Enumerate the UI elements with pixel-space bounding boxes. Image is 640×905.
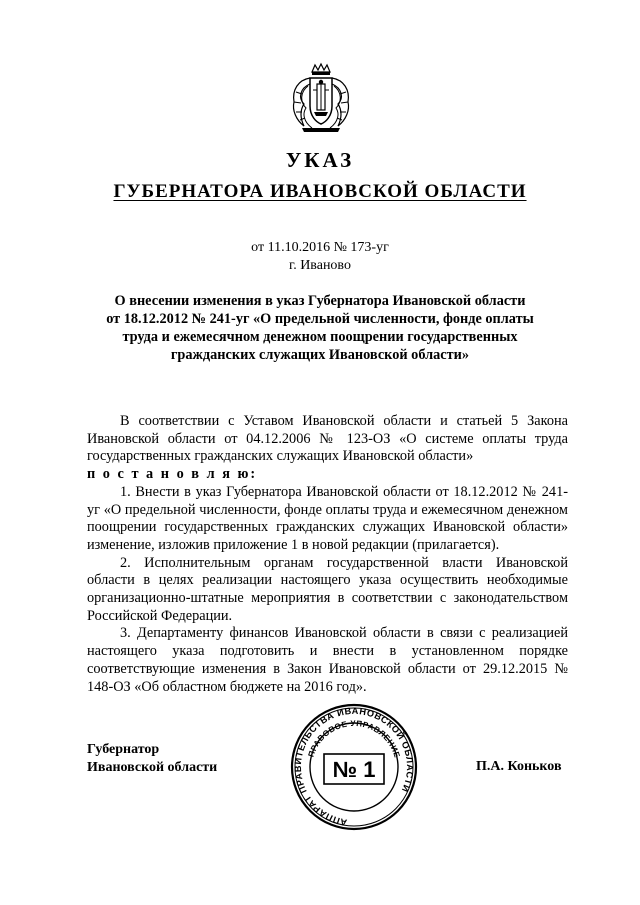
title-line: от 18.12.2012 № 241-уг «О предельной численности, фонде оплаты bbox=[106, 311, 534, 327]
document-title bbox=[85, 292, 555, 364]
item-paragraph-1: 1. Внести в указ Губернатора Ивановской области от 18.12.2012 № 241-уг «О предельной численности, фонде оплаты труда и ежемесячном денежном поощрении государственных гражданских служащих Ивановской области» изменение, изложив приложение 1 в новой редакции (прилагается). bbox=[87, 483, 568, 553]
signatory-position bbox=[87, 741, 217, 777]
item-paragraph-3: 3. Департаменту финансов Ивановской области в связи с реализацией настоящего указа подготовить и внести в установленном порядке соответствующие изменения в Закон Ивановской области от 29.12.2015 № 148-ОЗ «Об областном бюджете на 2016 год». bbox=[87, 625, 568, 695]
document-type-heading: УКАЗ bbox=[285, 148, 355, 172]
issuer-heading bbox=[0, 181, 640, 203]
coat-of-arms-icon bbox=[288, 62, 354, 134]
decree-word: п о с т а н о в л я ю: bbox=[87, 466, 258, 483]
title-line: О внесении изменения в указ Губернатора Ивановской области bbox=[114, 293, 526, 309]
position-line: Ивановской области bbox=[87, 760, 218, 775]
stamp-inner-text: ПРАВОВОЕ УПРАВЛЕНИЕ bbox=[306, 718, 402, 759]
item-paragraph-2: 2. Исполнительным органам государственной власти Ивановской области в целях реализации настоящего указа осуществить необходимые организационно-штатные мероприятия в соответствии с законодательством Российской Федерации. bbox=[87, 554, 568, 624]
signatory-name: П.А. Коньков bbox=[476, 759, 562, 774]
position-line: Губернатор bbox=[87, 742, 160, 757]
issuer-text: ГУБЕРНАТОРА ИВАНОВСКОЙ ОБЛАСТИ bbox=[113, 181, 527, 202]
document-city: г. Иваново bbox=[289, 258, 351, 273]
official-stamp-icon bbox=[290, 702, 418, 832]
title-line: гражданских служащих Ивановской области» bbox=[170, 347, 470, 363]
preamble-paragraph: В соответствии с Уставом Ивановской области и статьей 5 Закона Ивановской области от 04.12.2006 № 123-ОЗ «О системе оплаты труда государственных гражданских служащих Ивановской области» bbox=[87, 413, 568, 465]
document-date-number: от 11.10.2016 № 173-уг bbox=[251, 240, 389, 255]
stamp-number: № 1 bbox=[332, 757, 376, 782]
document-body bbox=[87, 413, 568, 696]
stamp-outer-text: АППАРАТ ПРАВИТЕЛЬСТВА ИВАНОВСКОЙ ОБЛАСТИ bbox=[292, 705, 416, 828]
title-line: труда и ежемесячном денежном поощрении государственных bbox=[122, 329, 518, 345]
